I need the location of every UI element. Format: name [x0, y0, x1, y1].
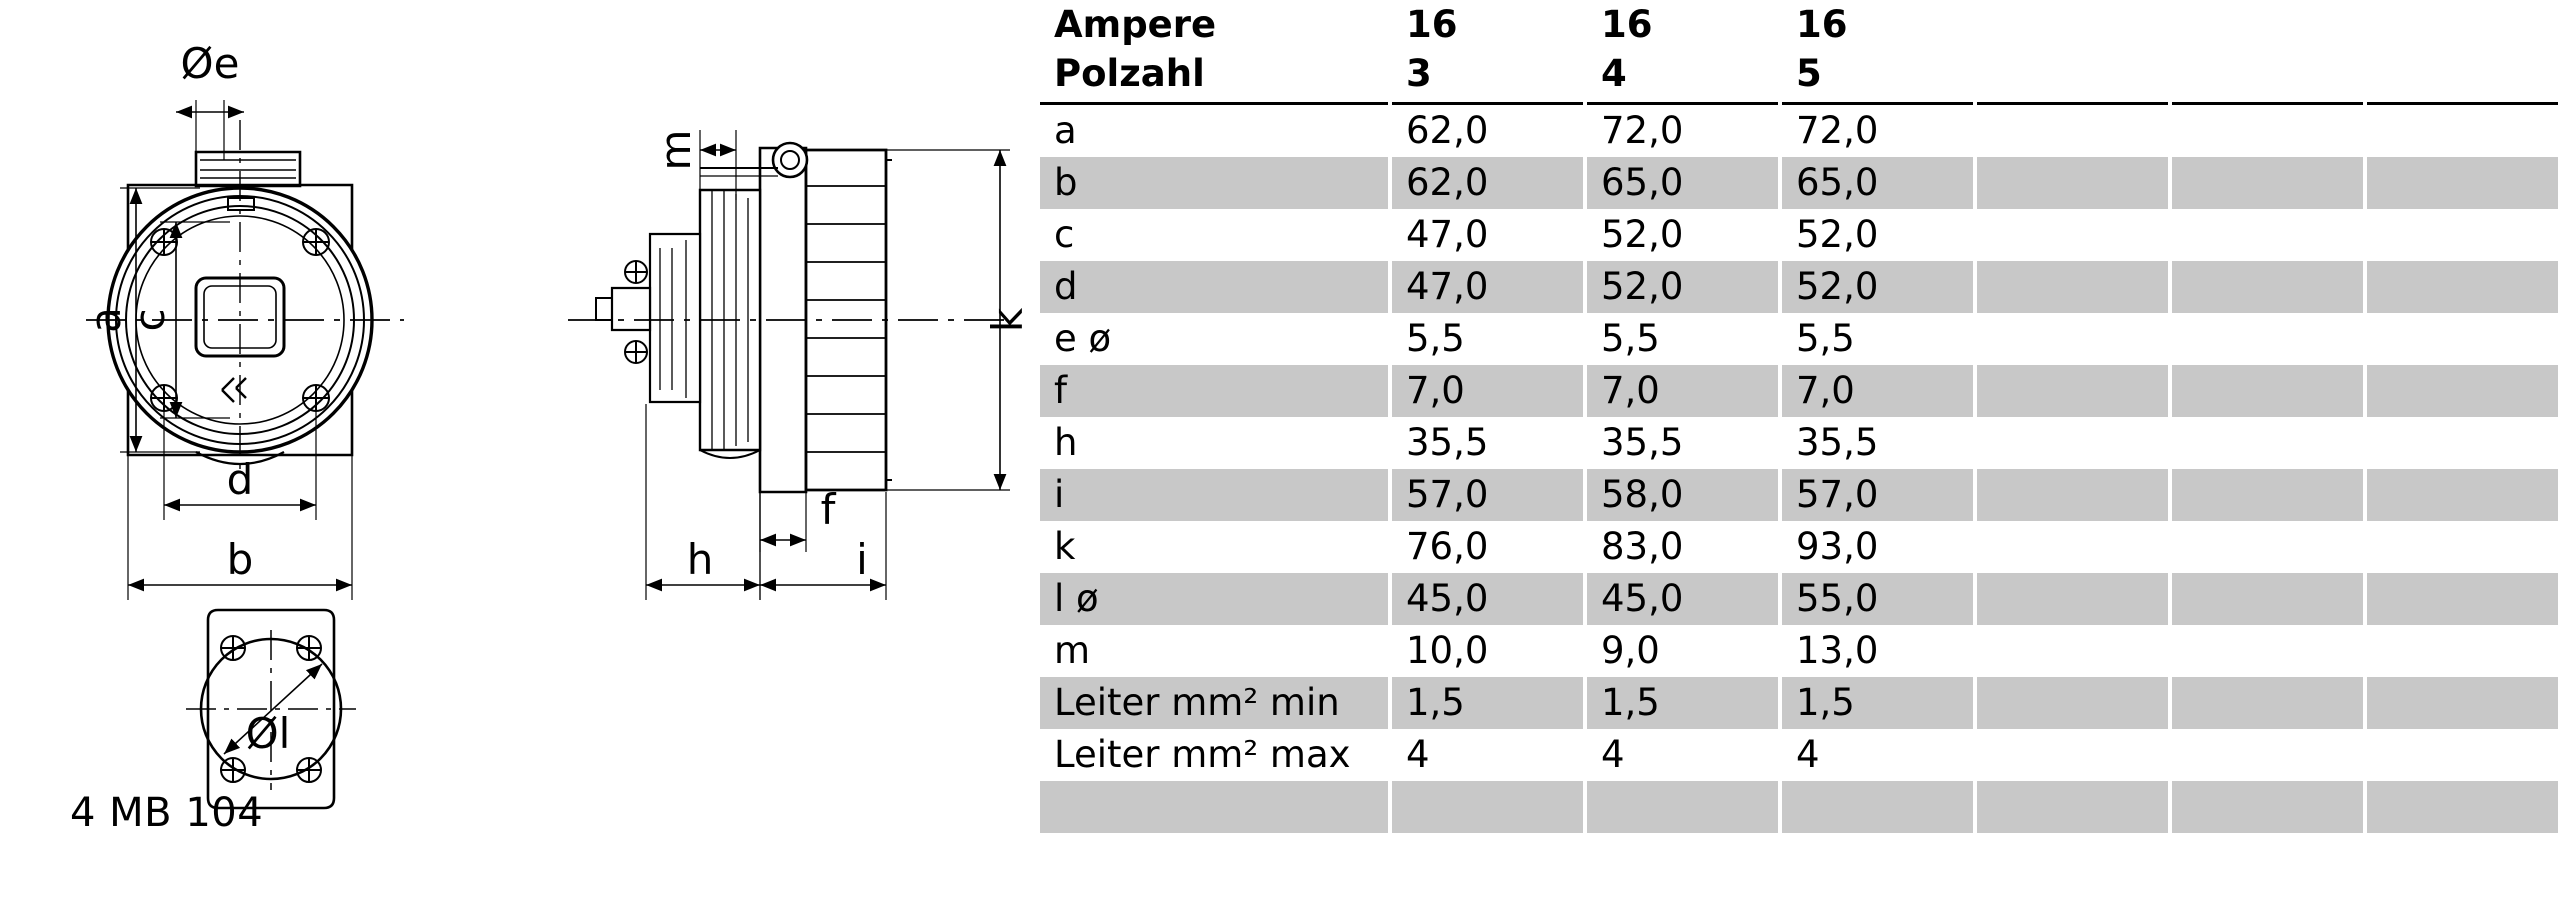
row-value: 1,5	[1780, 677, 1975, 729]
row-label	[1040, 781, 1390, 833]
row-label: b	[1040, 157, 1390, 209]
header-polzahl-col4	[1975, 48, 2170, 104]
row-value	[1975, 313, 2170, 365]
row-value	[2365, 365, 2560, 417]
row-label: a	[1040, 104, 1390, 158]
row-value	[2170, 469, 2365, 521]
header-ampere-col4	[1975, 0, 2170, 48]
row-value: 7,0	[1780, 365, 1975, 417]
row-value: 65,0	[1780, 157, 1975, 209]
side-view-body	[596, 143, 892, 492]
row-value: 4	[1780, 729, 1975, 781]
row-value: 45,0	[1390, 573, 1585, 625]
row-value	[1390, 781, 1585, 833]
table-row	[1040, 781, 2560, 833]
header-ampere-col6	[2365, 0, 2560, 48]
row-value	[2170, 417, 2365, 469]
row-value: 72,0	[1585, 104, 1780, 158]
row-value: 7,0	[1390, 365, 1585, 417]
header-ampere-col3: 16	[1780, 0, 1975, 48]
row-value	[2170, 625, 2365, 677]
label-f: f	[820, 485, 836, 534]
row-value	[1975, 157, 2170, 209]
table-row	[1040, 365, 2560, 417]
row-value: 5,5	[1585, 313, 1780, 365]
row-value: 47,0	[1390, 261, 1585, 313]
row-label: i	[1040, 469, 1390, 521]
row-value: 45,0	[1585, 573, 1780, 625]
row-value: 5,5	[1390, 313, 1585, 365]
header-ampere-col2: 16	[1585, 0, 1780, 48]
row-value	[2365, 104, 2560, 158]
row-value: 58,0	[1585, 469, 1780, 521]
header-polzahl-col3: 5	[1780, 48, 1975, 104]
row-value: 52,0	[1585, 209, 1780, 261]
table-row	[1040, 261, 2560, 313]
row-value	[2365, 677, 2560, 729]
row-label: e ø	[1040, 313, 1390, 365]
row-label: d	[1040, 261, 1390, 313]
label-k: k	[983, 307, 1032, 333]
row-value	[2170, 261, 2365, 313]
row-value: 93,0	[1780, 521, 1975, 573]
row-value	[1780, 781, 1975, 833]
table-row	[1040, 104, 2560, 158]
row-value	[1975, 677, 2170, 729]
row-label: f	[1040, 365, 1390, 417]
header-label-polzahl: Polzahl	[1040, 48, 1390, 104]
label-c: c	[125, 308, 174, 332]
table-header-row-polzahl	[1040, 48, 2560, 104]
label-i: i	[856, 535, 868, 584]
header-ampere-col1: 16	[1390, 0, 1585, 48]
row-value: 9,0	[1585, 625, 1780, 677]
table-row	[1040, 157, 2560, 209]
row-value	[2170, 104, 2365, 158]
row-value: 7,0	[1585, 365, 1780, 417]
row-value: 10,0	[1390, 625, 1585, 677]
row-value: 57,0	[1390, 469, 1585, 521]
row-value: 35,5	[1390, 417, 1585, 469]
table-row	[1040, 677, 2560, 729]
table-row	[1040, 729, 2560, 781]
row-value: 57,0	[1780, 469, 1975, 521]
row-value: 52,0	[1780, 261, 1975, 313]
row-label: Leiter mm² max	[1040, 729, 1390, 781]
row-value	[2365, 573, 2560, 625]
row-value	[2365, 625, 2560, 677]
row-value	[1585, 781, 1780, 833]
row-value: 5,5	[1780, 313, 1975, 365]
row-value: 35,5	[1780, 417, 1975, 469]
row-value	[2170, 677, 2365, 729]
row-value: 47,0	[1390, 209, 1585, 261]
label-l-diameter: Øl	[245, 709, 291, 758]
row-label: m	[1040, 625, 1390, 677]
row-value: 76,0	[1390, 521, 1585, 573]
row-label: l ø	[1040, 573, 1390, 625]
label-m: m	[651, 129, 700, 171]
row-value	[2365, 781, 2560, 833]
table-row	[1040, 573, 2560, 625]
row-value	[2170, 313, 2365, 365]
row-value: 4	[1585, 729, 1780, 781]
row-value: 35,5	[1585, 417, 1780, 469]
table-row	[1040, 521, 2560, 573]
technical-drawing	[0, 0, 1040, 905]
table-row	[1040, 417, 2560, 469]
label-a: a	[81, 307, 130, 333]
row-value	[1975, 417, 2170, 469]
row-value	[2170, 729, 2365, 781]
row-value	[2365, 209, 2560, 261]
row-value	[2365, 521, 2560, 573]
specification-table	[1040, 0, 2560, 833]
table-row	[1040, 625, 2560, 677]
header-polzahl-col5	[2170, 48, 2365, 104]
table-header-row-ampere	[1040, 0, 2560, 48]
header-label-ampere: Ampere	[1040, 0, 1390, 48]
header-polzahl-col6	[2365, 48, 2560, 104]
row-value: 65,0	[1585, 157, 1780, 209]
row-value	[1975, 573, 2170, 625]
label-e-diameter: Øe	[180, 39, 240, 88]
row-label: h	[1040, 417, 1390, 469]
row-value	[2365, 157, 2560, 209]
table-row	[1040, 313, 2560, 365]
row-value: 83,0	[1585, 521, 1780, 573]
header-polzahl-col1: 3	[1390, 48, 1585, 104]
part-code: 4 MB 104	[70, 790, 264, 836]
row-value	[1975, 521, 2170, 573]
technical-drawing-panel	[0, 0, 1040, 905]
row-label: Leiter mm² min	[1040, 677, 1390, 729]
row-value	[1975, 625, 2170, 677]
row-value	[1975, 365, 2170, 417]
row-value: 4	[1390, 729, 1585, 781]
row-label: c	[1040, 209, 1390, 261]
table-row	[1040, 469, 2560, 521]
row-value: 13,0	[1780, 625, 1975, 677]
row-value	[1975, 104, 2170, 158]
row-value	[2170, 157, 2365, 209]
row-value	[2365, 729, 2560, 781]
row-value	[1975, 781, 2170, 833]
label-h: h	[686, 535, 714, 584]
table-row	[1040, 209, 2560, 261]
row-value: 52,0	[1585, 261, 1780, 313]
row-value: 62,0	[1390, 157, 1585, 209]
header-polzahl-col2: 4	[1585, 48, 1780, 104]
row-value	[2365, 417, 2560, 469]
row-value	[1975, 469, 2170, 521]
row-value: 72,0	[1780, 104, 1975, 158]
row-value	[1975, 729, 2170, 781]
row-value	[2170, 521, 2365, 573]
row-label: k	[1040, 521, 1390, 573]
row-value: 62,0	[1390, 104, 1585, 158]
specification-table-panel	[1040, 0, 2560, 905]
row-value	[2365, 313, 2560, 365]
row-value	[2170, 209, 2365, 261]
row-value	[2170, 365, 2365, 417]
row-value	[2170, 573, 2365, 625]
row-value: 1,5	[1585, 677, 1780, 729]
row-value	[1975, 209, 2170, 261]
row-value	[2365, 469, 2560, 521]
row-value	[2365, 261, 2560, 313]
row-value: 52,0	[1780, 209, 1975, 261]
row-value	[2170, 781, 2365, 833]
row-value: 1,5	[1390, 677, 1585, 729]
label-d: d	[226, 455, 254, 504]
label-b: b	[226, 535, 254, 584]
row-value: 55,0	[1780, 573, 1975, 625]
row-value	[1975, 261, 2170, 313]
header-ampere-col5	[2170, 0, 2365, 48]
